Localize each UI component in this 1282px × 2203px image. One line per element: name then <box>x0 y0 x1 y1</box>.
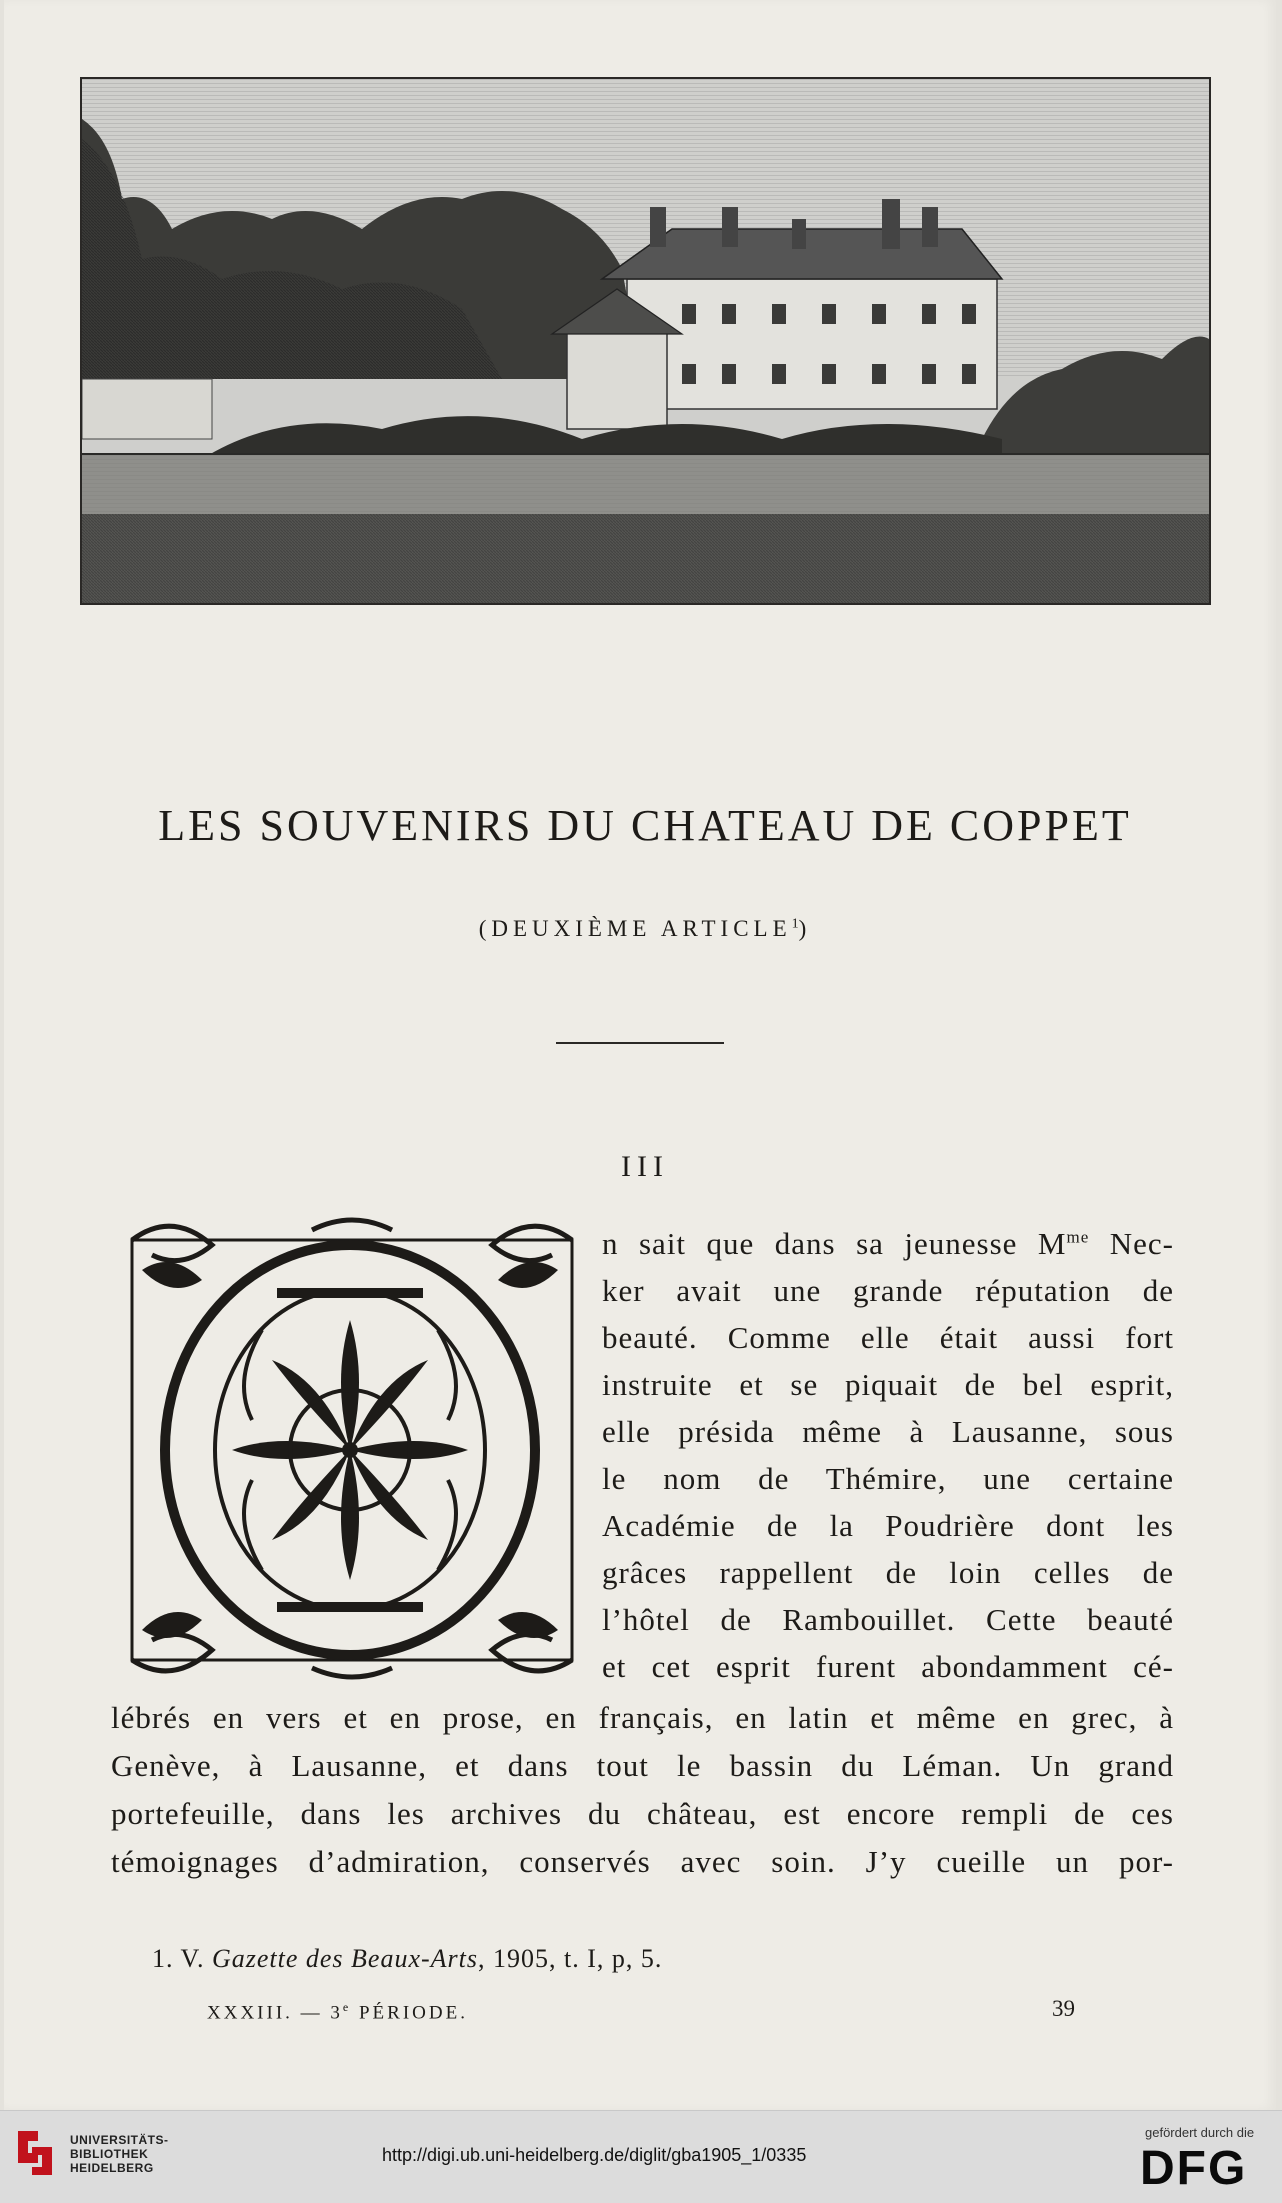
text-line-5: elle présida même à Lausanne, sous <box>602 1414 1174 1449</box>
permalink-url[interactable]: http://digi.ub.uni-heidelberg.de/diglit/gba1905_1/0335 <box>382 2145 807 2165</box>
text-line-6: le nom de Thémire, une certaine <box>602 1461 1174 1496</box>
library-name: UNIVERSITÄTS- BIBLIOTHEK HEIDELBERG <box>70 2133 169 2175</box>
text-line-12: Genève, à Lausanne, et dans tout le bassin du Léman. Un grand <box>111 1748 1174 1783</box>
text-line-1: n sait que dans sa jeunesse $M^{me}$ Nec- <box>602 1226 1174 1261</box>
text-line-3: beauté. Comme elle était aussi fort <box>602 1320 1174 1355</box>
article-title: LES SOUVENIRS DU CHATEAU DE COPPET <box>158 801 1132 850</box>
subtitle-close: ) <box>798 916 812 941</box>
text-line-8: grâces rappellent de loin celles de <box>602 1555 1174 1590</box>
page-number: 39 <box>1052 1996 1075 2021</box>
dfg-logo[interactable]: DFG <box>1140 2142 1248 2195</box>
subtitle-text: (DEUXIÈME ARTICLE <box>478 916 792 941</box>
scanned-page <box>4 0 1276 2110</box>
ornamental-initial-o <box>112 1210 588 1686</box>
footnote: 1. V. Gazette des Beaux-Arts, 1905, t. I, p, 5. <box>152 1944 663 1973</box>
text-line-10: et cet esprit furent abondamment cé- <box>602 1649 1174 1684</box>
text-line-7: Académie de la Poudrière dont les <box>602 1508 1174 1543</box>
viewer-footer <box>0 2110 1282 2203</box>
text-line-14: témoignages d’admiration, conservés avec soin. J’y cueille un por- <box>111 1844 1174 1879</box>
text-line-13: portefeuille, dans les archives du château, est encore rempli de ces <box>111 1796 1174 1831</box>
text-line-9: l’hôtel de Rambouillet. Cette beauté <box>602 1602 1174 1637</box>
running-footer: XXXIII. — 3e PÉRIODE. <box>207 2000 468 2024</box>
chateau-engraving <box>80 77 1211 605</box>
subtitle-footnote-ref: 1 <box>791 916 799 932</box>
university-library-logo-icon[interactable] <box>12 2123 58 2183</box>
section-number: III <box>621 1150 669 1183</box>
text-line-2: ker avait une grande réputation de <box>602 1273 1174 1308</box>
title-divider <box>556 1042 724 1044</box>
sponsor-label: gefördert durch die <box>1145 2125 1255 2140</box>
article-subtitle <box>4 916 1282 942</box>
text-line-11: lébrés en vers et en prose, en français, en latin et même en grec, à <box>111 1700 1174 1735</box>
text-line-4: instruite et se piquait de bel esprit, <box>602 1367 1174 1402</box>
